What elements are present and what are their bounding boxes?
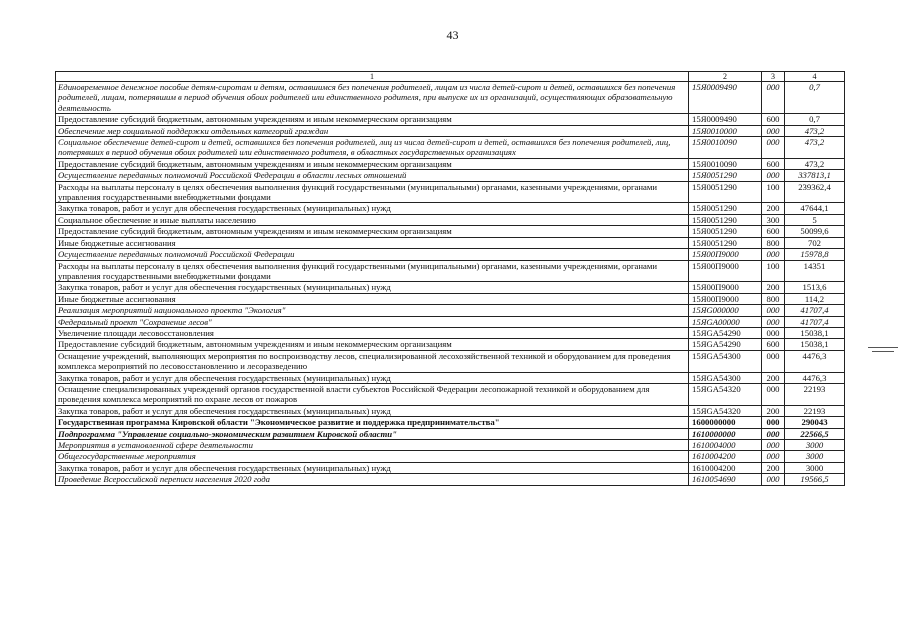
cell-amount: 41707,4 (785, 316, 845, 327)
cell-amount: 1513,6 (785, 282, 845, 293)
cell-expense-type: 000 (762, 474, 785, 485)
cell-amount: 3000 (785, 462, 845, 473)
cell-code: 15Я0010090 (689, 137, 762, 159)
cell-amount: 337813,1 (785, 170, 845, 181)
cell-code: 1610054690 (689, 474, 762, 485)
table-row (56, 260, 845, 282)
scan-margin-marks (868, 345, 900, 357)
cell-code: 1610004200 (689, 451, 762, 462)
cell-name: Расходы на выплаты персоналу в целях обеспечения выполнения функций государственными (муниципальными) органами, казенными учреждениями, органами управления государственными внебюджетными фондами (56, 181, 689, 203)
cell-expense-type: 000 (762, 327, 785, 338)
table-row (56, 405, 845, 416)
cell-amount: 473,2 (785, 137, 845, 159)
cell-amount: 3000 (785, 440, 845, 451)
table-row (56, 327, 845, 338)
cell-amount: 41707,4 (785, 305, 845, 316)
table-row (56, 137, 845, 159)
cell-expense-type: 800 (762, 237, 785, 248)
cell-code: 15ЯGA54300 (689, 372, 762, 383)
cell-amount: 4476,3 (785, 350, 845, 372)
cell-amount: 473,2 (785, 125, 845, 136)
cell-expense-type: 000 (762, 316, 785, 327)
table-row (56, 170, 845, 181)
cell-expense-type: 000 (762, 125, 785, 136)
cell-code: 15Я0009490 (689, 114, 762, 125)
cell-amount: 47644,1 (785, 203, 845, 214)
cell-name: Иные бюджетные ассигнования (56, 293, 689, 304)
cell-name: Предоставление субсидий бюджетным, автономным учреждениям и иным некоммерческим организациям (56, 114, 689, 125)
table-row (56, 282, 845, 293)
cell-amount: 5 (785, 214, 845, 225)
cell-code: 15ЯGA54290 (689, 327, 762, 338)
table-body (56, 72, 845, 486)
cell-expense-type: 100 (762, 181, 785, 203)
table-row (56, 293, 845, 304)
cell-name: Иные бюджетные ассигнования (56, 237, 689, 248)
cell-name: Предоставление субсидий бюджетным, автономным учреждениям и иным некоммерческим организациям (56, 158, 689, 169)
table-row (56, 158, 845, 169)
table-row (56, 125, 845, 136)
cell-name: Осуществление переданных полномочий Российской Федерации (56, 249, 689, 260)
cell-name: Проведение Всероссийской переписи населения 2020 года (56, 474, 689, 485)
cell-code: 15ЯGA54320 (689, 405, 762, 416)
cell-expense-type: 000 (762, 417, 785, 428)
table-row (56, 417, 845, 428)
table-row (56, 462, 845, 473)
cell-expense-type: 000 (762, 82, 785, 114)
page-number: 43 (446, 28, 459, 42)
cell-expense-type: 600 (762, 226, 785, 237)
table-row (56, 305, 845, 316)
cell-name: Закупка товаров, работ и услуг для обеспечения государственных (муниципальных) нужд (56, 405, 689, 416)
cell-code: 15Я00П9000 (689, 249, 762, 260)
cell-expense-type: 000 (762, 428, 785, 439)
table-row (56, 316, 845, 327)
table-row (56, 181, 845, 203)
cell-amount: 0,7 (785, 114, 845, 125)
cell-code: 15Я0051290 (689, 181, 762, 203)
cell-expense-type: 600 (762, 339, 785, 350)
table-row (56, 114, 845, 125)
cell-name: Закупка товаров, работ и услуг для обеспечения государственных (муниципальных) нужд (56, 462, 689, 473)
cell-expense-type: 000 (762, 451, 785, 462)
cell-expense-type: 000 (762, 249, 785, 260)
cell-code: 15ЯGA00000 (689, 316, 762, 327)
table-row (56, 249, 845, 260)
table-row (56, 203, 845, 214)
table-row (56, 82, 845, 114)
cell-code: 1600000000 (689, 417, 762, 428)
cell-code: 15Я0051290 (689, 214, 762, 225)
cell-amount: 15038,1 (785, 327, 845, 338)
cell-code: 1610004200 (689, 462, 762, 473)
cell-expense-type: 800 (762, 293, 785, 304)
cell-code: 15ЯG000000 (689, 305, 762, 316)
cell-amount: 0,7 (785, 82, 845, 114)
cell-amount: 3000 (785, 451, 845, 462)
cell-expense-type: 600 (762, 158, 785, 169)
cell-amount: 22193 (785, 383, 845, 405)
cell-code: 15Я0010000 (689, 125, 762, 136)
cell-name: Подпрограмма "Управление социально-экономическим развитием Кировской области" (56, 428, 689, 439)
cell-amount: 14351 (785, 260, 845, 282)
cell-expense-type: 000 (762, 350, 785, 372)
cell-code: 15Я00П9000 (689, 260, 762, 282)
cell-code: 15Я0051290 (689, 237, 762, 248)
cell-name: Единовременное денежное пособие детям-сиротам и детям, оставшимся без попечения родителей, лицам из числа детей-сирот и детей, оставшихся без попечения родителей, лицам, потерявшим в период обучения обоих родителей или единственного родителя, при выпуске их из организаций, осуществляющих образовательную деятельность (56, 82, 689, 114)
cell-name: Предоставление субсидий бюджетным, автономным учреждениям и иным некоммерческим организациям (56, 226, 689, 237)
cell-expense-type: 200 (762, 203, 785, 214)
table-row (56, 339, 845, 350)
cell-code: 15Я00П9000 (689, 293, 762, 304)
budget-table (55, 71, 845, 486)
cell-name: Реализация мероприятий национального проекта "Экология" (56, 305, 689, 316)
cell-amount: 50099,6 (785, 226, 845, 237)
cell-name: Предоставление субсидий бюджетным, автономным учреждениям и иным некоммерческим организациям (56, 339, 689, 350)
cell-expense-type: 200 (762, 372, 785, 383)
cell-amount: 114,2 (785, 293, 845, 304)
cell-name: Мероприятия в установленной сфере деятельности (56, 440, 689, 451)
column-header-row (56, 72, 845, 82)
cell-expense-type: 100 (762, 260, 785, 282)
cell-code: 15Я0009490 (689, 82, 762, 114)
cell-name: Оснащение учреждений, выполняющих мероприятия по воспроизводству лесов, специализированной лесохозяйственной техникой и оборудованием для проведения комплекса мероприятий по лесовосстановлению и лесоразведению (56, 350, 689, 372)
table-row (56, 237, 845, 248)
column-header-name: 1 (56, 72, 689, 82)
cell-amount: 702 (785, 237, 845, 248)
table-row (56, 214, 845, 225)
cell-amount: 15978,8 (785, 249, 845, 260)
cell-amount: 15038,1 (785, 339, 845, 350)
column-header-code: 2 (689, 72, 762, 82)
cell-name: Общегосударственные мероприятия (56, 451, 689, 462)
cell-expense-type: 000 (762, 170, 785, 181)
cell-code: 15ЯGA54300 (689, 350, 762, 372)
cell-name: Закупка товаров, работ и услуг для обеспечения государственных (муниципальных) нужд (56, 203, 689, 214)
cell-name: Социальное обеспечение детей-сирот и детей, оставшихся без попечения родителей, лиц из числа детей-сирот и детей, оставшихся без попечения родителей, лиц, потерявших в период обучения обоих родителей или единственного родителя, в областных государственных организациях (56, 137, 689, 159)
cell-amount: 22566,5 (785, 428, 845, 439)
cell-code: 1610004000 (689, 440, 762, 451)
cell-amount: 22193 (785, 405, 845, 416)
cell-name: Федеральный проект "Сохранение лесов" (56, 316, 689, 327)
cell-expense-type: 200 (762, 405, 785, 416)
table-row (56, 451, 845, 462)
cell-name: Государственная программа Кировской области "Экономическое развитие и поддержка предпринимательства" (56, 417, 689, 428)
cell-name: Расходы на выплаты персоналу в целях обеспечения выполнения функций государственными (муниципальными) органами, казенными учреждениями, органами управления государственными внебюджетными фондами (56, 260, 689, 282)
column-header-expense-type: 3 (762, 72, 785, 82)
cell-name: Закупка товаров, работ и услуг для обеспечения государственных (муниципальных) нужд (56, 282, 689, 293)
cell-expense-type: 200 (762, 462, 785, 473)
cell-expense-type: 300 (762, 214, 785, 225)
cell-name: Обеспечение мер социальной поддержки отдельных категорий граждан (56, 125, 689, 136)
cell-expense-type: 000 (762, 305, 785, 316)
cell-code: 15Я0051290 (689, 203, 762, 214)
cell-code: 15Я0010090 (689, 158, 762, 169)
table-row (56, 350, 845, 372)
cell-expense-type: 200 (762, 282, 785, 293)
cell-amount: 290043 (785, 417, 845, 428)
cell-expense-type: 000 (762, 383, 785, 405)
cell-amount: 19566,5 (785, 474, 845, 485)
cell-code: 15Я00П9000 (689, 282, 762, 293)
table-row (56, 440, 845, 451)
table-row (56, 226, 845, 237)
cell-code: 15Я0051290 (689, 170, 762, 181)
table-row (56, 372, 845, 383)
cell-name: Социальное обеспечение и иные выплаты населению (56, 214, 689, 225)
cell-expense-type: 600 (762, 114, 785, 125)
cell-amount: 473,2 (785, 158, 845, 169)
cell-name: Увеличение площади лесовосстановления (56, 327, 689, 338)
cell-name: Оснащение специализированных учреждений органов государственной власти субъектов Российской Федерации лесопожарной техникой и оборудованием для проведения комплекса мероприятий по охране лесов от пожаров (56, 383, 689, 405)
cell-amount: 239362,4 (785, 181, 845, 203)
cell-code: 15ЯGA54320 (689, 383, 762, 405)
table-row (56, 383, 845, 405)
cell-expense-type: 000 (762, 137, 785, 159)
cell-code: 15ЯGA54290 (689, 339, 762, 350)
cell-code: 15Я0051290 (689, 226, 762, 237)
table-row (56, 474, 845, 485)
cell-name: Закупка товаров, работ и услуг для обеспечения государственных (муниципальных) нужд (56, 372, 689, 383)
cell-expense-type: 000 (762, 440, 785, 451)
cell-code: 1610000000 (689, 428, 762, 439)
cell-amount: 4476,3 (785, 372, 845, 383)
column-header-amount: 4 (785, 72, 845, 82)
cell-name: Осуществление переданных полномочий Российской Федерации в области лесных отношений (56, 170, 689, 181)
table-row (56, 428, 845, 439)
